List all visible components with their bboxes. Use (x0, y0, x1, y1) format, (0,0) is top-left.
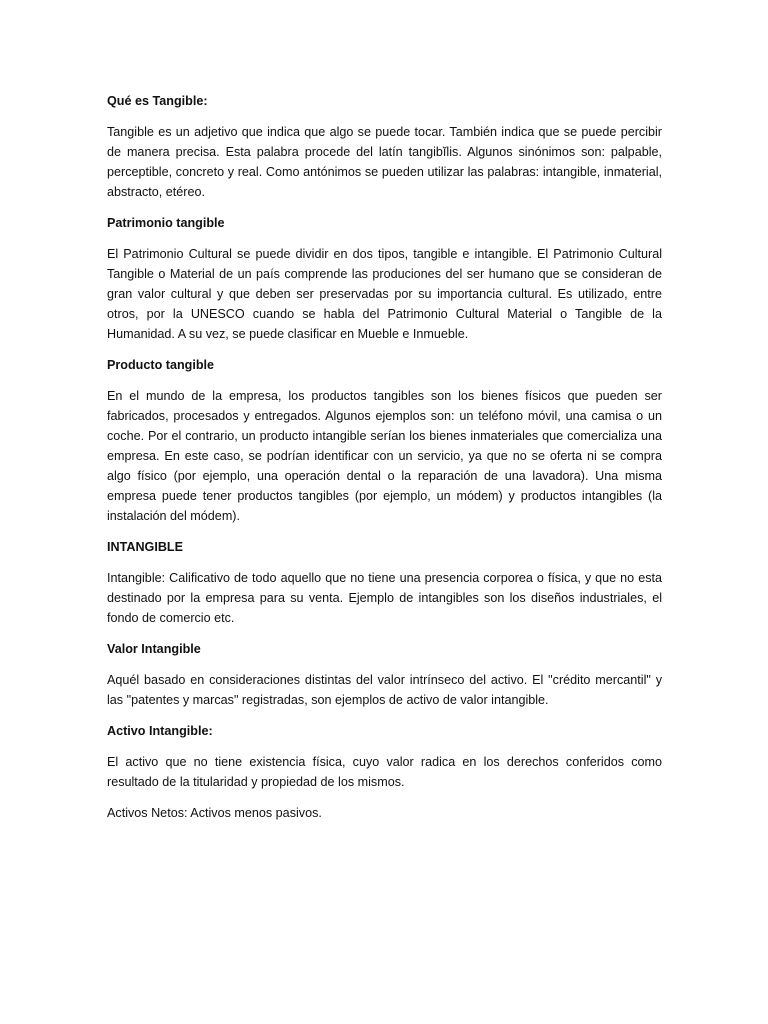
section-patrimonio-tangible (107, 213, 662, 344)
closing-line: Activos Netos: Activos menos pasivos. (107, 806, 322, 820)
section-que-es-tangible (107, 91, 662, 202)
section-paragraph: Tangible es un adjetivo que indica que algo se puede tocar. También indica que se puede percibir de manera precisa. Esta palabra procede del latín tangibĭlis. Algunos sinónimos son: palpable, perceptible, concreto y real. Como antónimos se pueden utilizar las palabras: intangible, inmaterial, abstracto, etéreo. (107, 125, 662, 199)
section-intangible (107, 537, 662, 628)
section-heading: Producto tangible (107, 358, 215, 372)
section-heading: INTANGIBLE (107, 540, 184, 554)
section-paragraph: Intangible: Calificativo de todo aquello que no tiene una presencia corporea o física, y que no esta destinado por la empresa para su venta. Ejemplo de intangibles son los diseños industriales, el fondo de comercio etc. (107, 571, 662, 625)
section-producto-tangible (107, 355, 662, 526)
section-activo-intangible (107, 721, 662, 792)
section-paragraph: El activo que no tiene existencia física, cuyo valor radica en los derechos conferidos como resultado de la titularidad y propiedad de los mismos. (107, 755, 662, 789)
document-page (107, 91, 662, 834)
section-heading: Qué es Tangible: (107, 94, 208, 108)
section-valor-intangible (107, 639, 662, 710)
section-heading: Patrimonio tangible (107, 216, 225, 230)
section-heading: Valor Intangible (107, 642, 201, 656)
section-paragraph: En el mundo de la empresa, los productos tangibles son los bienes físicos que pueden ser fabricados, procesados y entregados. Algunos ejemplos son: un teléfono móvil, una camisa o un coche. Por el contrario, un producto intangible serían los bienes inmateriales que comercializa una empresa. En este caso, se podrían identificar con un servicio, ya que no se oferta ni se compra algo físico (por ejemplo, una operación dental o la reparación de una lavadora). Una misma empresa puede tener productos tangibles (por ejemplo, un módem) y productos intangibles (la instalación del módem). (107, 389, 662, 523)
section-heading: Activo Intangible: (107, 724, 213, 738)
section-paragraph: Aquél basado en consideraciones distintas del valor intrínseco del activo. El "crédito mercantil" y las "patentes y marcas" registradas, son ejemplos de activo de valor intangible. (107, 673, 662, 707)
section-paragraph: El Patrimonio Cultural se puede dividir en dos tipos, tangible e intangible. El Patrimonio Cultural Tangible o Material de un país comprende las produciones del ser humano que se consideran de gran valor cultural y que deben ser preservadas por su importancia cultural. Es utilizado, entre otros, por la UNESCO cuando se habla del Patrimonio Cultural Material o Tangible de la Humanidad. A su vez, se puede clasificar en Mueble e Inmueble. (107, 247, 662, 341)
